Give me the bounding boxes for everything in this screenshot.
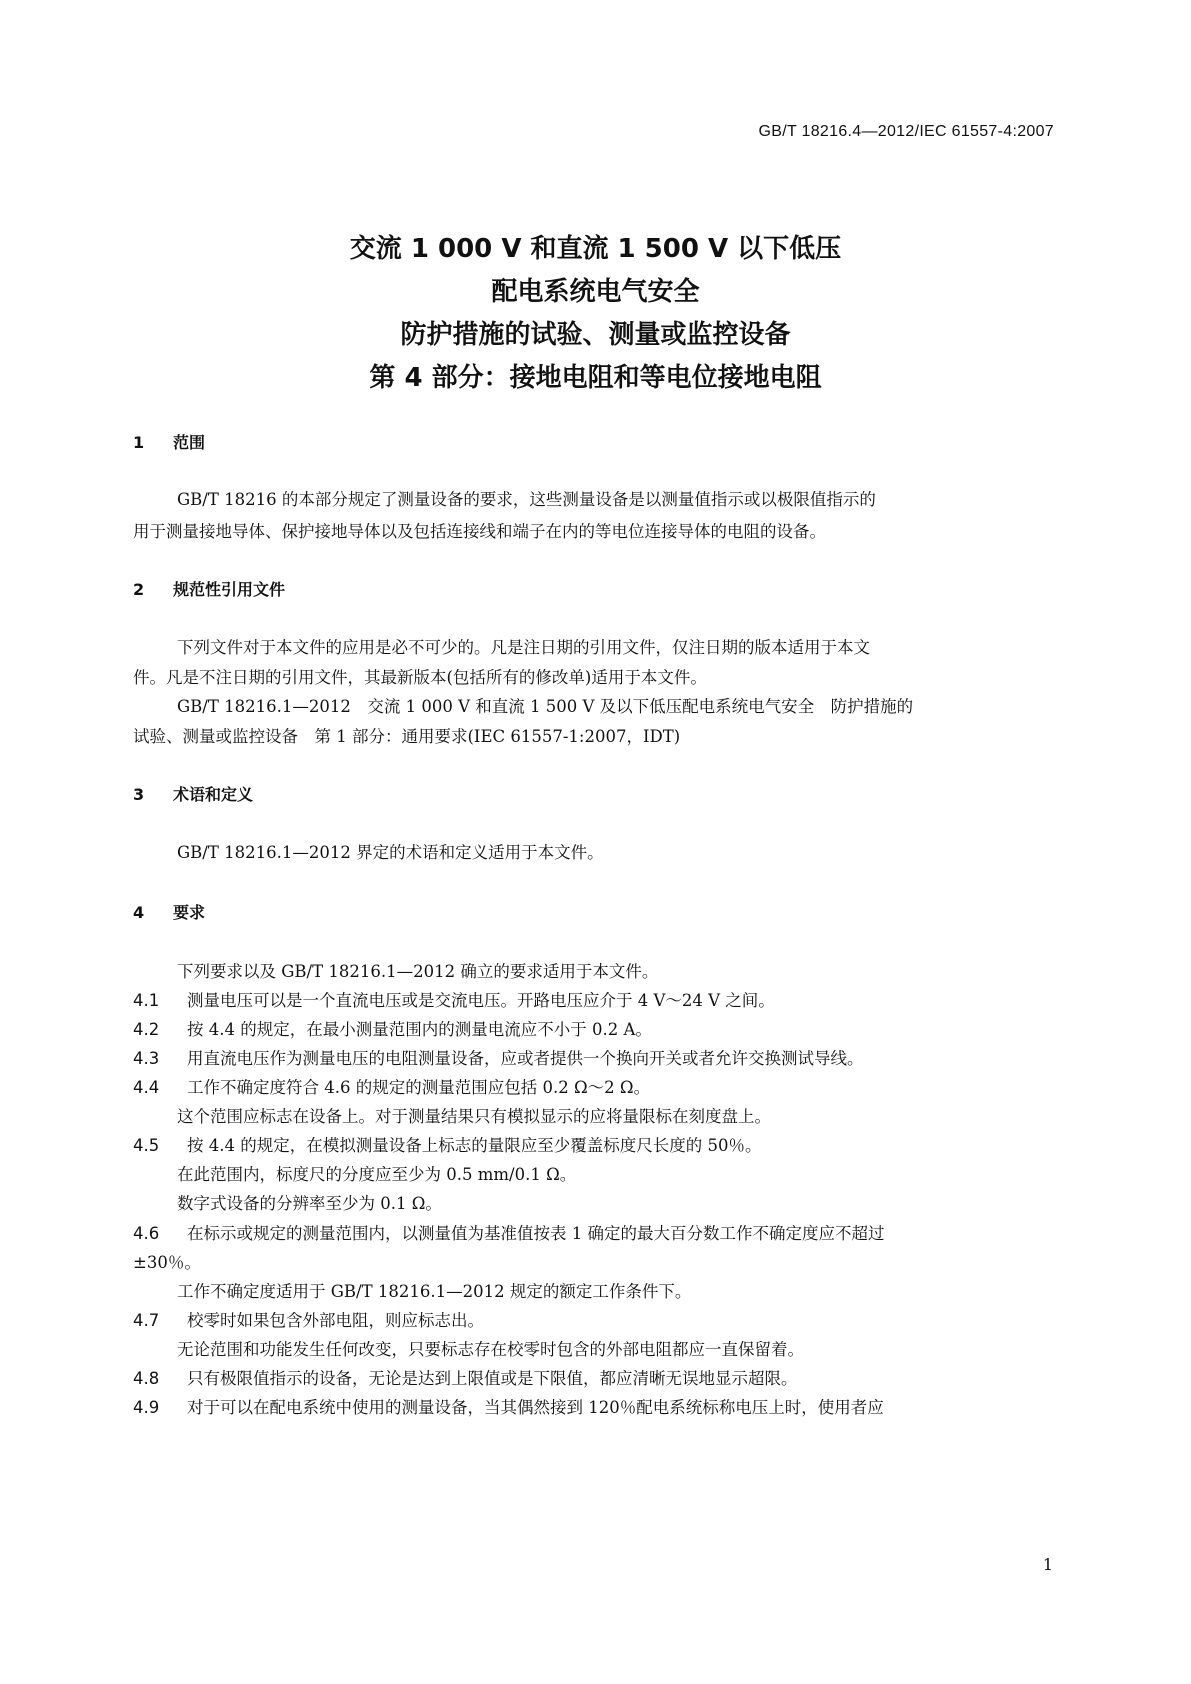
item-text: 测量电压可以是一个直流电压或是交流电压。开路电压应介于 4 V～24 V 之间。 bbox=[187, 991, 775, 1010]
paragraph: 在此范围内，标度尺的分度应至少为 0.5 mm/0.1 Ω。 bbox=[177, 1165, 577, 1184]
requirement-item bbox=[133, 1016, 652, 1040]
reference-entry: 试验、测量或监控设备 第 1 部分：通用要求(IEC 61557-1:2007，IDT) bbox=[133, 727, 681, 746]
paragraph: ±30％。 bbox=[133, 1253, 201, 1272]
item-text: 按 4.4 的规定，在模拟测量设备上标志的量限应至少覆盖标度尺长度的 50％。 bbox=[187, 1136, 762, 1155]
section-number: 1 bbox=[133, 433, 145, 452]
title-line-4: 第 4 部分：接地电阻和等电位接地电阻 bbox=[369, 363, 822, 393]
item-number: 4.2 bbox=[133, 1020, 160, 1039]
paragraph: 无论范围和功能发生任何改变，只要标志存在校零时包含的外部电阻都应一直保留着。 bbox=[177, 1340, 804, 1359]
paragraph: 下列文件对于本文件的应用是必不可少的。凡是注日期的引用文件，仅注日期的版本适用于本文 bbox=[177, 638, 870, 657]
title-line-3: 防护措施的试验、测量或监控设备 bbox=[400, 320, 791, 350]
item-number: 4.5 bbox=[133, 1136, 160, 1155]
item-number: 4.4 bbox=[133, 1078, 160, 1097]
title-line-1: 交流 1 000 V 和直流 1 500 V 以下低压 bbox=[349, 234, 842, 264]
requirement-item bbox=[133, 1220, 885, 1244]
paragraph: 件。凡是不注日期的引用文件，其最新版本(包括所有的修改单)适用于本文件。 bbox=[133, 668, 707, 687]
item-number: 4.3 bbox=[133, 1049, 160, 1068]
section-number: 4 bbox=[133, 903, 145, 922]
item-number: 4.7 bbox=[133, 1311, 160, 1330]
requirement-item bbox=[133, 1132, 761, 1156]
section-4-heading bbox=[133, 900, 205, 923]
item-number: 4.8 bbox=[133, 1369, 160, 1388]
paragraph: GB/T 18216 的本部分规定了测量设备的要求，这些测量设备是以测量值指示或以极限值指示的 bbox=[177, 490, 876, 509]
section-title: 规范性引用文件 bbox=[173, 580, 286, 599]
requirement-item bbox=[133, 1365, 798, 1389]
title-line-2: 配电系统电气安全 bbox=[491, 277, 700, 307]
item-text: 只有极限值指示的设备，无论是达到上限值或是下限值，都应清晰无误地显示超限。 bbox=[187, 1369, 798, 1388]
section-number: 3 bbox=[133, 785, 145, 804]
requirement-item bbox=[133, 1307, 484, 1331]
section-number: 2 bbox=[133, 580, 145, 599]
requirement-item bbox=[133, 1045, 864, 1069]
section-title: 范围 bbox=[173, 433, 206, 452]
paragraph: 数字式设备的分辨率至少为 0.1 Ω。 bbox=[177, 1194, 442, 1213]
section-title: 要求 bbox=[173, 903, 206, 922]
requirement-item bbox=[133, 987, 775, 1011]
item-text: 在标示或规定的测量范围内，以测量值为基准值按表 1 确定的最大百分数工作不确定度应不超过 bbox=[187, 1224, 885, 1243]
item-text: 工作不确定度符合 4.6 的规定的测量范围应包括 0.2 Ω～2 Ω。 bbox=[187, 1078, 651, 1097]
item-text: 校零时如果包含外部电阻，则应标志出。 bbox=[187, 1311, 484, 1330]
reference-entry: GB/T 18216.1—2012 交流 1 000 V 和直流 1 500 V 及以下低压配电系统电气安全 防护措施的 bbox=[177, 697, 914, 716]
item-number: 4.1 bbox=[133, 991, 160, 1010]
paragraph: GB/T 18216.1—2012 界定的术语和定义适用于本文件。 bbox=[177, 843, 604, 862]
item-text: 对于可以在配电系统中使用的测量设备，当其偶然接到 120％配电系统标称电压上时，使用者应 bbox=[187, 1398, 884, 1417]
item-number: 4.9 bbox=[133, 1398, 160, 1417]
requirement-item bbox=[133, 1394, 884, 1418]
paragraph: 用于测量接地导体、保护接地导体以及包括连接线和端子在内的等电位连接导体的电阻的设备。 bbox=[133, 522, 826, 541]
item-text: 用直流电压作为测量电压的电阻测量设备，应或者提供一个换向开关或者允许交换测试导线。 bbox=[187, 1049, 864, 1068]
section-2-heading bbox=[133, 577, 285, 600]
item-text: 按 4.4 的规定，在最小测量范围内的测量电流应不小于 0.2 A。 bbox=[187, 1020, 652, 1039]
requirement-item bbox=[133, 1074, 650, 1098]
page-number: 1 bbox=[1042, 1555, 1053, 1574]
section-1-heading bbox=[133, 430, 205, 453]
section-title: 术语和定义 bbox=[173, 785, 254, 804]
paragraph: 下列要求以及 GB/T 18216.1—2012 确立的要求适用于本文件。 bbox=[177, 962, 659, 981]
item-number: 4.6 bbox=[133, 1224, 160, 1243]
document-code: GB/T 18216.4—2012/IEC 61557-4:2007 bbox=[758, 123, 1054, 140]
paragraph: 工作不确定度适用于 GB/T 18216.1—2012 规定的额定工作条件下。 bbox=[177, 1282, 692, 1301]
document-title bbox=[0, 228, 1191, 400]
section-3-heading bbox=[133, 782, 253, 805]
paragraph: 这个范围应标志在设备上。对于测量结果只有模拟显示的应将量限标在刻度盘上。 bbox=[177, 1107, 771, 1126]
